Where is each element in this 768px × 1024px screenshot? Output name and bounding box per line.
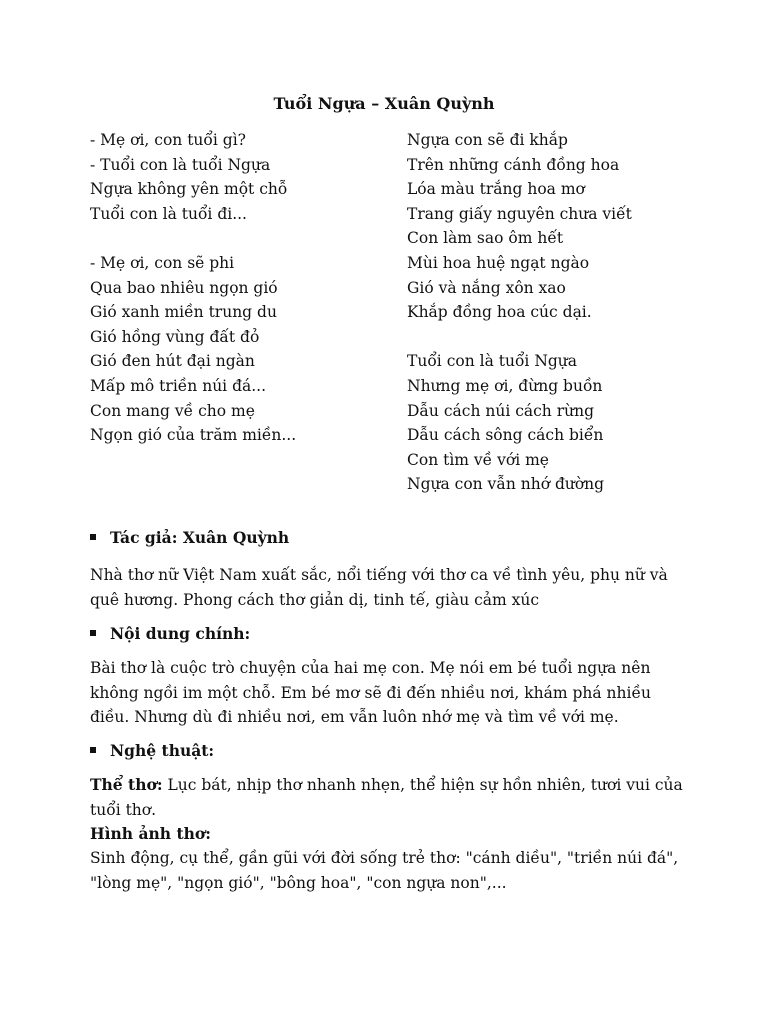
- art-image-label-text: Hình ảnh thơ:: [90, 824, 211, 843]
- poem-stanza-break: [90, 226, 296, 251]
- poem-line: Trên những cánh đồng hoa: [407, 155, 620, 174]
- content-section: [90, 624, 690, 643]
- poem-line: Ngựa không yên một chỗ: [90, 180, 288, 199]
- poem-line: Mấp mô triền núi đá...: [90, 376, 267, 395]
- poem-stanza-break: [407, 325, 632, 350]
- author-heading: [90, 528, 690, 547]
- poem-line: - Tuổi con là tuổi Ngựa: [90, 155, 271, 174]
- author-section: [90, 528, 690, 547]
- art-form-label: Thể thơ:: [90, 775, 163, 794]
- poem-line: Tuổi con là tuổi Ngựa: [407, 352, 578, 371]
- author-description: Nhà thơ nữ Việt Nam xuất sắc, nổi tiếng với thơ ca về tình yêu, phụ nữ và quê hương. Phong cách thơ giản dị, tinh tế, giàu cảm xúc: [90, 566, 668, 609]
- poem-line: Ngựa con vẫn nhớ đường: [407, 475, 605, 494]
- content-description: Bài thơ là cuộc trò chuyện của hai mẹ con. Mẹ nói em bé tuổi ngựa nên không ngồi im một chỗ. Em bé mơ sẽ đi đến nhiều nơi, khám phá nhiều điều. Nhưng dù đi nhiều nơi, em vẫn luôn nhớ mẹ và tìm về với mẹ.: [90, 659, 651, 726]
- poem-line: Gió và nắng xôn xao: [407, 278, 566, 297]
- art-section: [90, 741, 690, 760]
- poem-line: Gió đen hút đại ngàn: [90, 352, 255, 371]
- poem-line: Con tìm về với mẹ: [407, 450, 549, 469]
- art-form-text: Lục bát, nhịp thơ nhanh nhẹn, thể hiện sự hồn nhiên, tươi vui của tuổi thơ.: [90, 776, 683, 819]
- bullet-icon: [90, 534, 96, 540]
- bullet-icon: [90, 630, 96, 636]
- art-image-text: Sinh động, cụ thể, gần gũi với đời sống trẻ thơ: "cánh diều", "triền núi đá", "lòng mẹ", "ngọn gió", "bông hoa", "con ngựa non",...: [90, 849, 679, 892]
- art-heading-text: Nghệ thuật:: [110, 741, 215, 760]
- poem-line: Lóa màu trắng hoa mơ: [407, 180, 585, 199]
- poem-column-right: [407, 128, 632, 497]
- content-heading-text: Nội dung chính:: [110, 624, 251, 643]
- content-heading: [90, 624, 690, 643]
- poem-line: Qua bao nhiêu ngọn gió: [90, 278, 278, 297]
- poem-line: Ngựa con sẽ đi khắp: [407, 131, 568, 149]
- poem-line: Dẫu cách núi cách rừng: [407, 401, 595, 420]
- poem-line: Tuổi con là tuổi đi...: [90, 204, 247, 223]
- poem-line: Gió xanh miền trung du: [90, 303, 277, 322]
- poem-column-left: [90, 128, 296, 448]
- art-image-label: [90, 822, 690, 847]
- poem-line: Gió hồng vùng đất đỏ: [90, 327, 260, 346]
- poem-line: Nhưng mẹ ơi, đừng buồn: [407, 376, 603, 395]
- poem-line: Khắp đồng hoa cúc dại.: [407, 303, 592, 322]
- poem-line: Mùi hoa huệ ngạt ngào: [407, 253, 590, 272]
- poem-line: - Mẹ ơi, con sẽ phi: [90, 253, 235, 272]
- poem-title: Tuổi Ngựa – Xuân Quỳnh: [273, 94, 495, 113]
- poem-line: Con mang về cho mẹ: [90, 401, 255, 420]
- author-heading-text: Tác giả: Xuân Quỳnh: [110, 528, 290, 547]
- art-heading: [90, 741, 690, 760]
- poem-line: Con làm sao ôm hết: [407, 229, 564, 248]
- poem-line: Ngọn gió của trăm miền...: [90, 426, 297, 445]
- art-form-paragraph: [90, 773, 690, 822]
- poem-line: Dẫu cách sông cách biển: [407, 426, 604, 445]
- poem-line: - Mẹ ơi, con tuổi gì?: [90, 131, 246, 149]
- poem-line: Trang giấy nguyên chưa viết: [407, 204, 632, 223]
- bullet-icon: [90, 747, 96, 753]
